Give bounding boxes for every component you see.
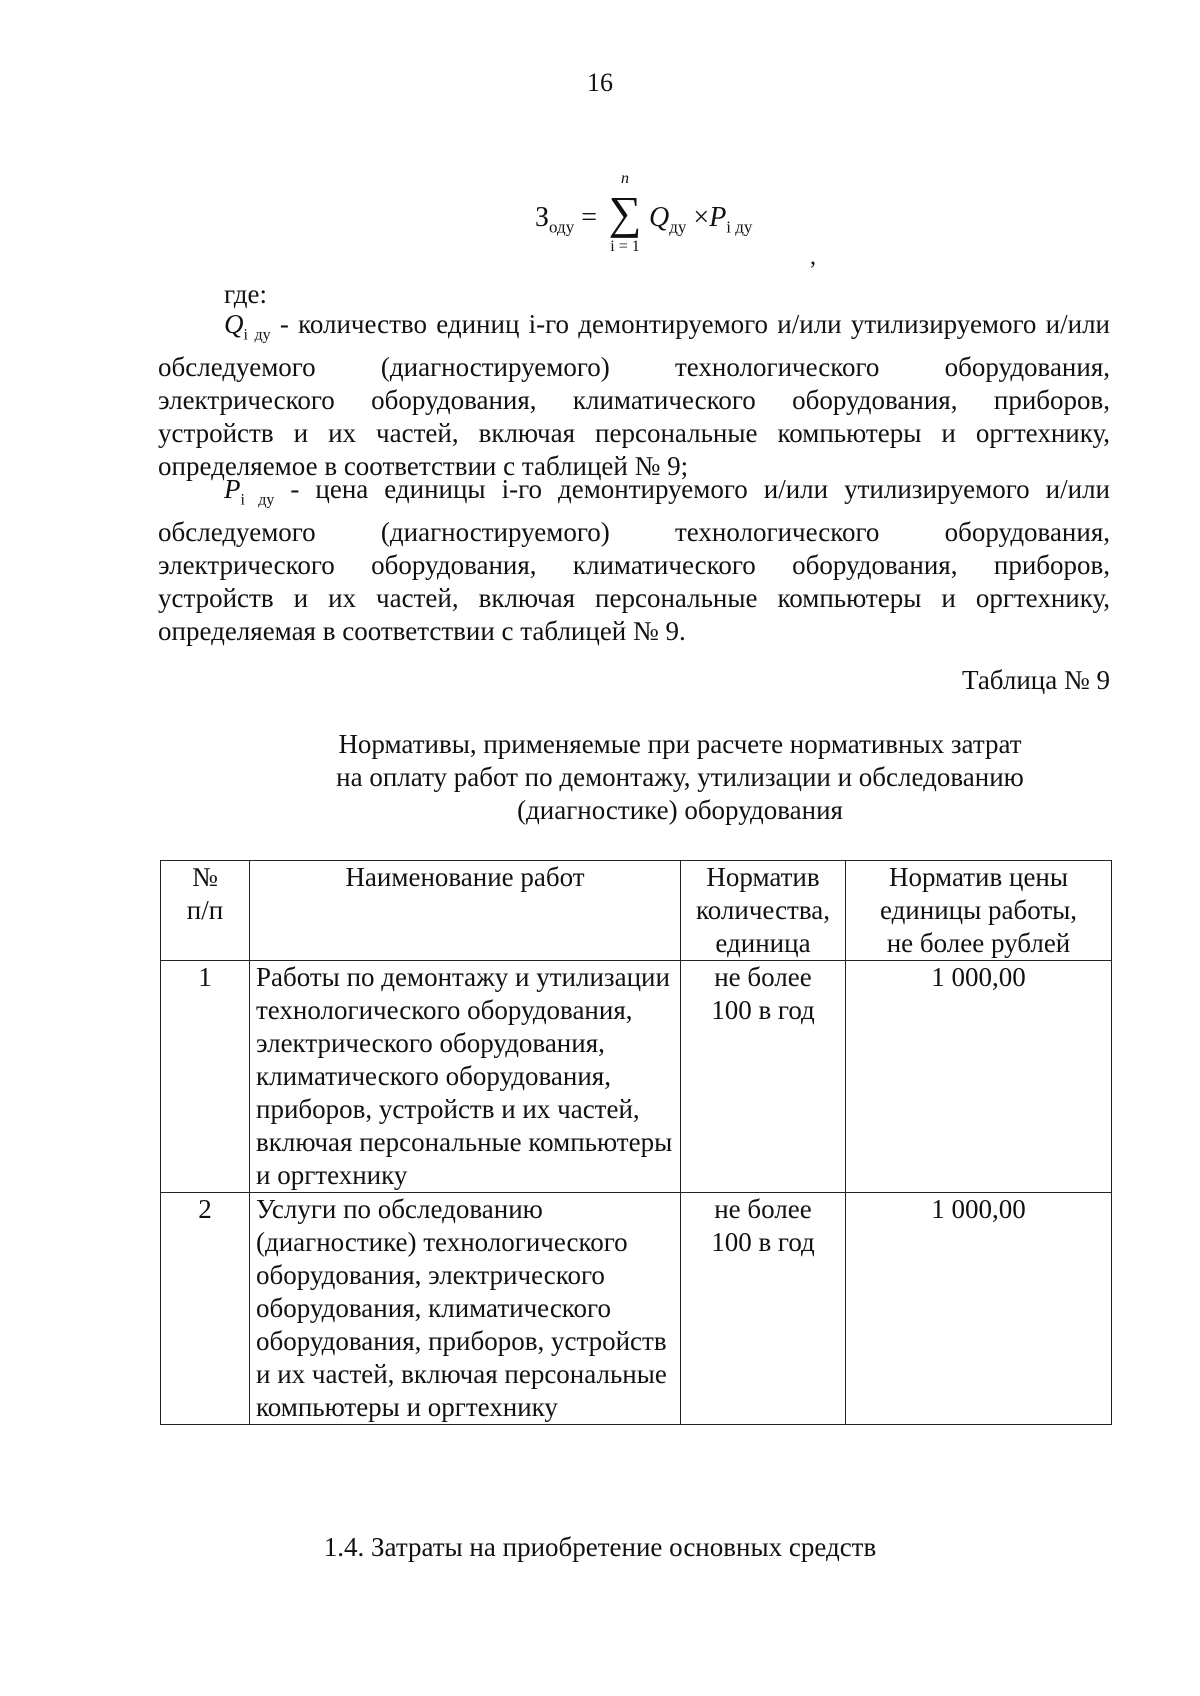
formula-lhs: $З_{оду}$ = (535, 202, 597, 237)
sum-upper-limit: n (621, 170, 629, 187)
table-header-row (161, 861, 1112, 961)
section-heading: 1.4. Затраты на приобретение основных средств (323, 1532, 877, 1562)
header-price: Норматив цены единицы работы, не более рублей (846, 861, 1112, 961)
where-label: где: (224, 279, 267, 309)
page-number: 16 (587, 68, 613, 97)
sigma-symbol: ∑ (608, 187, 642, 238)
row-name: Работы по демонтажу и утилизации технологического оборудования, электрического оборудования, климатического оборудования, приборов, устройств и их частей, включая персональные компьютеры и оргтехнику (250, 961, 681, 1193)
norms-table (160, 860, 1112, 1425)
cost-formula (535, 168, 835, 268)
table-title: Нормативы, применяемые при расчете нормативных затрат на оплату работ по демонтажу, утилизации и обследованию (диагностике) оборудования (336, 729, 1024, 825)
definition-p: $P_{i ду}$ - цена единицы i-го демонтируемого и/или утилизируемого и/или обследуемого (диагностируемого) технологического оборудования, электрического оборудования, климатического оборудования, приборов, устройств и их частей, включая персональные компьютеры и оргтехнику, определяемая в соответствии с таблицей № 9. (158, 474, 1110, 647)
table-row (161, 1193, 1112, 1425)
formula-comma: , (810, 244, 816, 270)
row-price: 1 000,00 (846, 961, 1112, 1193)
formula-term: $Q_{ду} \times P_{i ду}$ (649, 202, 753, 237)
row-price: 1 000,00 (846, 1193, 1112, 1425)
table-label: Таблица № 9 (962, 665, 1110, 695)
symbol-p: $P_{i ду}$ (224, 474, 275, 509)
header-quantity: Норматив количества, единица (681, 861, 846, 961)
row-num: 1 (161, 961, 250, 1193)
row-num: 2 (161, 1193, 250, 1425)
symbol-q: $Q_{i ду}$ (224, 309, 271, 344)
row-name: Услуги по обследованию (диагностике) технологического оборудования, электрического оборудования, климатического оборудования, приборов, устройств и их частей, включая персональные компьютеры и оргтехнику (250, 1193, 681, 1425)
summation-sign (605, 168, 645, 258)
row-quantity: не более 100 в год (681, 1193, 846, 1425)
row-quantity: не более 100 в год (681, 961, 846, 1193)
definition-q: $Q_{i ду}$ - количество единиц i-го демонтируемого и/или утилизируемого и/или обследуемого (диагностируемого) технологического оборудования, электрического оборудования, климатического оборудования, приборов, устройств и их частей, включая персональные компьютеры и оргтехнику, определяемое в соответствии с таблицей № 9; (158, 309, 1110, 482)
header-name: Наименование работ (250, 861, 681, 961)
sum-lower-limit: i = 1 (610, 238, 640, 255)
table-row (161, 961, 1112, 1193)
header-num: № п/п (161, 861, 250, 961)
